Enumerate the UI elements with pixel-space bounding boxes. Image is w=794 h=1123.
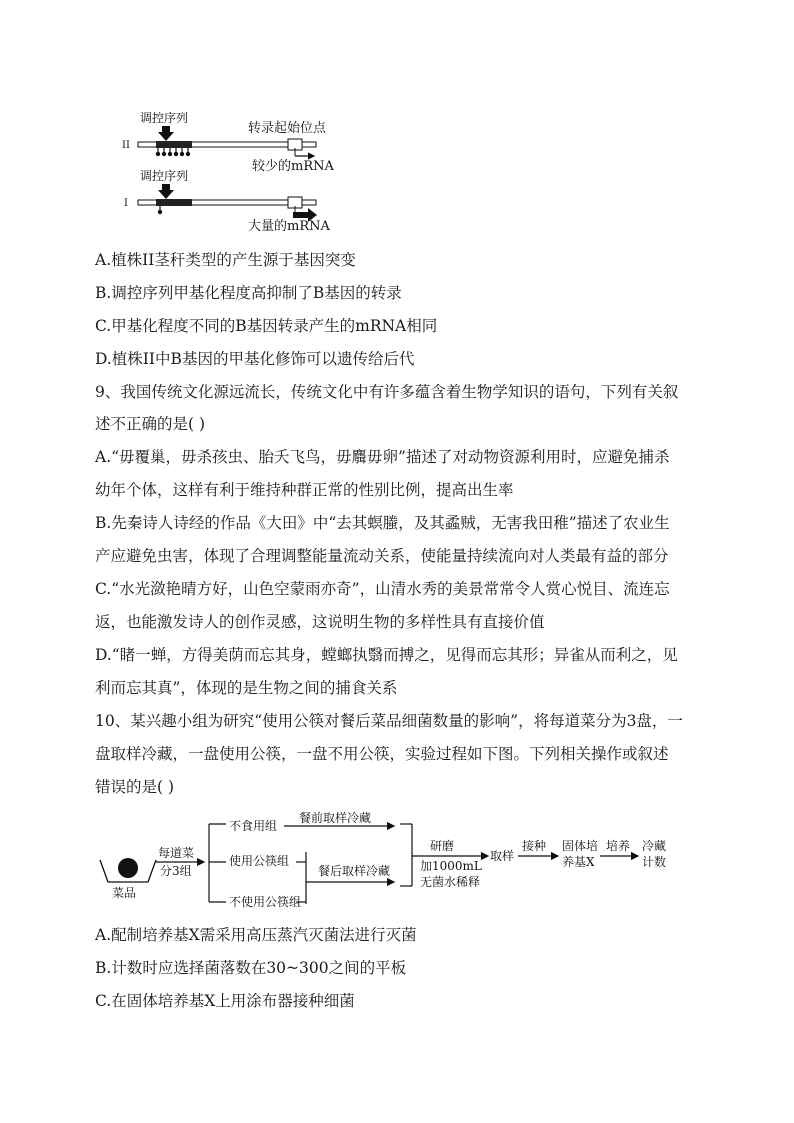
q9-option-b-line-2: 产应避免虫害，体现了合理调整能量流动关系，使能量持续流向对人类最有益的部分 bbox=[95, 547, 669, 565]
q10-option-a: A.配制培养基X需采用高压蒸汽灭菌法进行灭菌 bbox=[95, 926, 417, 944]
q8-option-d: D.植株II中B基因的甲基化修饰可以遗传给后代 bbox=[95, 350, 415, 368]
more-mrna-label: 大量的mRNA bbox=[248, 219, 330, 234]
row-i-label: I bbox=[124, 198, 128, 209]
tss-label: 转录起始位点 bbox=[248, 121, 327, 136]
q8-option-a: A.植株II茎秆类型的产生源于基因突变 bbox=[95, 251, 356, 269]
grind-label: 研磨 bbox=[430, 839, 455, 853]
culture-label: 培养 bbox=[606, 839, 631, 853]
regulatory-sequence-label-top: 调控序列 bbox=[140, 111, 189, 125]
q10-option-c: C.在固体培养基X上用涂布器接种细菌 bbox=[95, 992, 355, 1010]
sample-label: 取样 bbox=[490, 849, 515, 863]
q9-stem-line-2: 述不正确的是( ) bbox=[95, 415, 206, 433]
split-label-2: 分3组 bbox=[160, 864, 192, 878]
row-ii-label: II bbox=[122, 140, 130, 151]
q10-option-b: B.计数时应选择菌落数在30~300之间的平板 bbox=[95, 959, 407, 977]
sterile-water-label: 无菌水稀释 bbox=[420, 875, 481, 889]
cold-label-2: 计数 bbox=[642, 855, 667, 869]
q9-option-d-line-1: D.“睹一蝉，方得美荫而忘其身，螳螂执翳而搏之，见得而忘其形；异雀从而利之，见 bbox=[95, 646, 678, 664]
methyl-mark-i bbox=[158, 206, 161, 214]
less-mrna-label: 较少的mRNA bbox=[252, 159, 334, 174]
q10-stem-line-3: 错误的是( ) bbox=[95, 778, 175, 796]
dish-icon bbox=[100, 858, 156, 882]
q8-option-b: B.调控序列甲基化程度高抑制了B基因的转录 bbox=[95, 284, 402, 302]
regulatory-arrow-bottom bbox=[158, 184, 174, 199]
medium-label-2: 养基X bbox=[562, 855, 595, 869]
q9-option-b-line-1: B.先秦诗人诗经的作品《大田》中“去其螟螣，及其蟊贼，无害我田稚”描述了农业生 bbox=[95, 514, 670, 532]
after-meal-label: 餐后取样冷藏 bbox=[318, 864, 391, 878]
q8-option-c: C.甲基化程度不同的B基因转录产生的mRNA相同 bbox=[95, 317, 438, 335]
inoculate-label: 接种 bbox=[522, 839, 547, 853]
group-1-label: 不食用组 bbox=[229, 819, 278, 833]
q9-option-a-line-1: A.“毋覆巢，毋杀孩虫、胎夭飞鸟，毋麛毋卵”描述了对动物资源利用时，应避免捕杀 bbox=[95, 448, 670, 466]
cold-label-1: 冷藏 bbox=[642, 839, 667, 853]
q9-option-c-line-1: C.“水光潋艳晴方好，山色空蒙雨亦奇”，山清水秀的美景常常令人赏心悦目、流连忘 bbox=[95, 580, 670, 598]
dish-label: 菜品 bbox=[112, 886, 137, 900]
q9-option-c-line-2: 返，也能激发诗人的创作灵感，这说明生物的多样性具有直接价值 bbox=[95, 613, 545, 631]
regulatory-sequence-label-bottom: 调控序列 bbox=[140, 169, 189, 183]
q9-option-a-line-2: 幼年个体，这样有利于维持种群正常的性别比例，提高出生率 bbox=[95, 481, 514, 499]
split-label-1: 每道菜 bbox=[158, 846, 195, 860]
experiment-flowchart bbox=[96, 810, 700, 910]
q10-stem-line-2: 盘取样冷藏，一盘使用公筷，一盘不用公筷，实验过程如下图。下列相关操作或叙述 bbox=[95, 745, 669, 763]
medium-label-1: 固体培 bbox=[562, 839, 599, 853]
regulatory-arrow-top bbox=[158, 126, 174, 141]
q10-stem-line-1: 10、某兴趣小组为研究“使用公筷对餐后菜品细菌数量的影响”，将每道菜分为3盘，一 bbox=[95, 712, 683, 730]
methylation-diagram bbox=[118, 108, 358, 234]
group-3-label: 不使用公筷组 bbox=[229, 895, 302, 909]
group-2-label: 使用公筷组 bbox=[229, 854, 290, 868]
before-meal-label: 餐前取样冷藏 bbox=[299, 811, 372, 825]
add-water-label: 加1000mL bbox=[420, 859, 482, 873]
q9-stem-line-1: 9、我国传统文化源远流长，传统文化中有许多蕴含着生物学知识的语句，下列有关叙 bbox=[95, 383, 679, 401]
regulatory-block-ii bbox=[156, 141, 192, 148]
regulatory-block-i bbox=[156, 199, 192, 206]
q9-option-d-line-2: 利而忘其真”，体现的是生物之间的捕食关系 bbox=[95, 679, 398, 697]
methyl-marks-ii bbox=[156, 148, 189, 156]
